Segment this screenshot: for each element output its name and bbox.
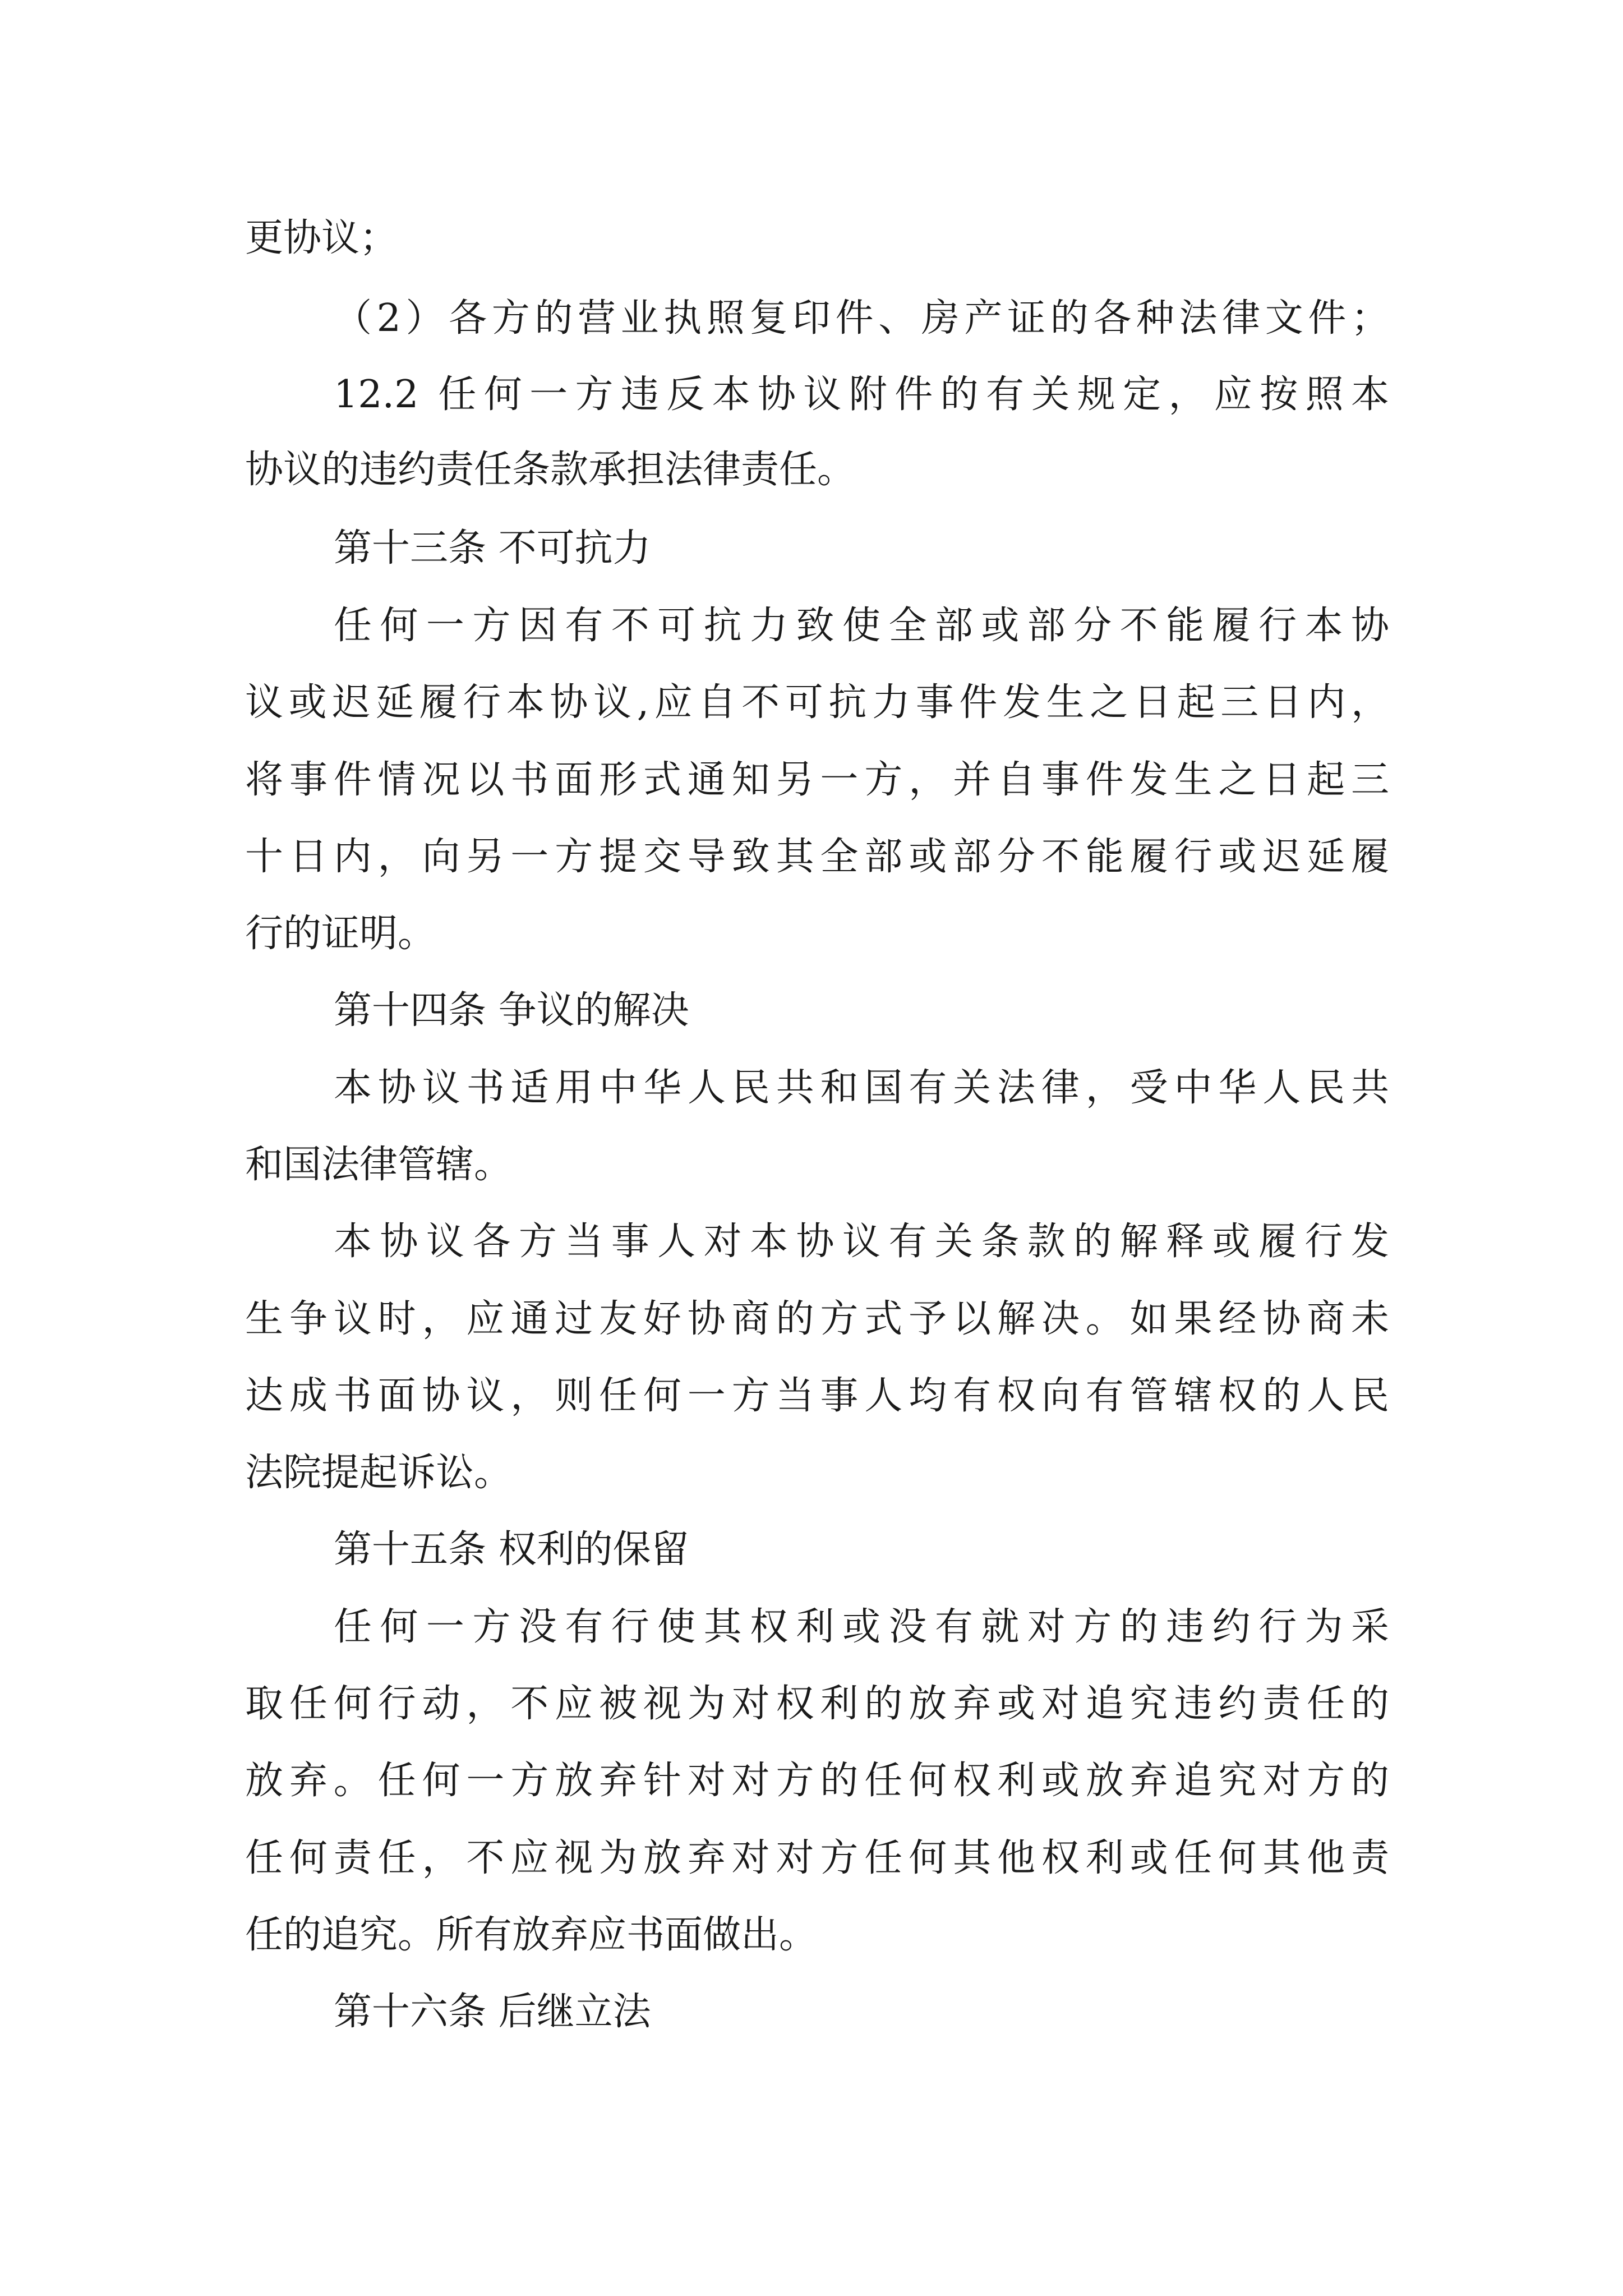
text-line: 取任何行动，不应被视为对权利的放弃或对追究违约责任的 [245, 1682, 1389, 1726]
text-line: 任的追究。所有放弃应书面做出。 [245, 1913, 818, 1957]
section-heading: 第十三条 不可抗力 [334, 526, 651, 570]
text-line: 行的证明。 [245, 912, 436, 956]
text-line: 放弃。任何一方放弃针对对方的任何权利或放弃追究对方的 [245, 1759, 1389, 1803]
text-line: 更协议； [245, 216, 398, 260]
text-line: 将事件情况以书面形式通知另一方，并自事件发生之日起三 [245, 758, 1389, 802]
text-line: 议或迟延履行本协议,应自不可抗力事件发生之日起三日内， [245, 680, 1389, 725]
text-line: 达成书面协议，则任何一方当事人均有权向有管辖权的人民 [245, 1374, 1389, 1418]
section-heading: 第十四条 争议的解决 [334, 988, 689, 1033]
text-line: 和国法律管辖。 [245, 1143, 513, 1187]
text-line: 十日内，向另一方提交导致其全部或部分不能履行或迟延履 [245, 835, 1389, 879]
text-line: 任何一方没有行使其权利或没有就对方的违约行为采 [334, 1605, 1389, 1649]
text-line: 生争议时，应通过友好协商的方式予以解决。如果经协商未 [245, 1297, 1389, 1341]
text-line: 任何责任，不应视为放弃对对方任何其他权利或任何其他责 [245, 1836, 1389, 1880]
text-line: 法院提起诉讼。 [245, 1451, 513, 1495]
section-heading: 第十六条 后继立法 [334, 1990, 651, 2034]
text-line: 任何一方因有不可抗力致使全部或部分不能履行本协 [334, 604, 1389, 648]
section-heading: 第十五条 权利的保留 [334, 1527, 689, 1572]
text-line: （2）各方的营业执照复印件、房产证的各种法律文件； [334, 296, 1389, 341]
text-line: 本协议各方当事人对本协议有关条款的解释或履行发 [334, 1220, 1389, 1264]
text-line: 协议的违约责任条款承担法律责任。 [245, 448, 856, 492]
text-line: 12.2 任何一方违反本协议附件的有关规定，应按照本 [334, 372, 1389, 417]
text-line: 本协议书适用中华人民共和国有关法律，受中华人民共 [334, 1066, 1389, 1110]
